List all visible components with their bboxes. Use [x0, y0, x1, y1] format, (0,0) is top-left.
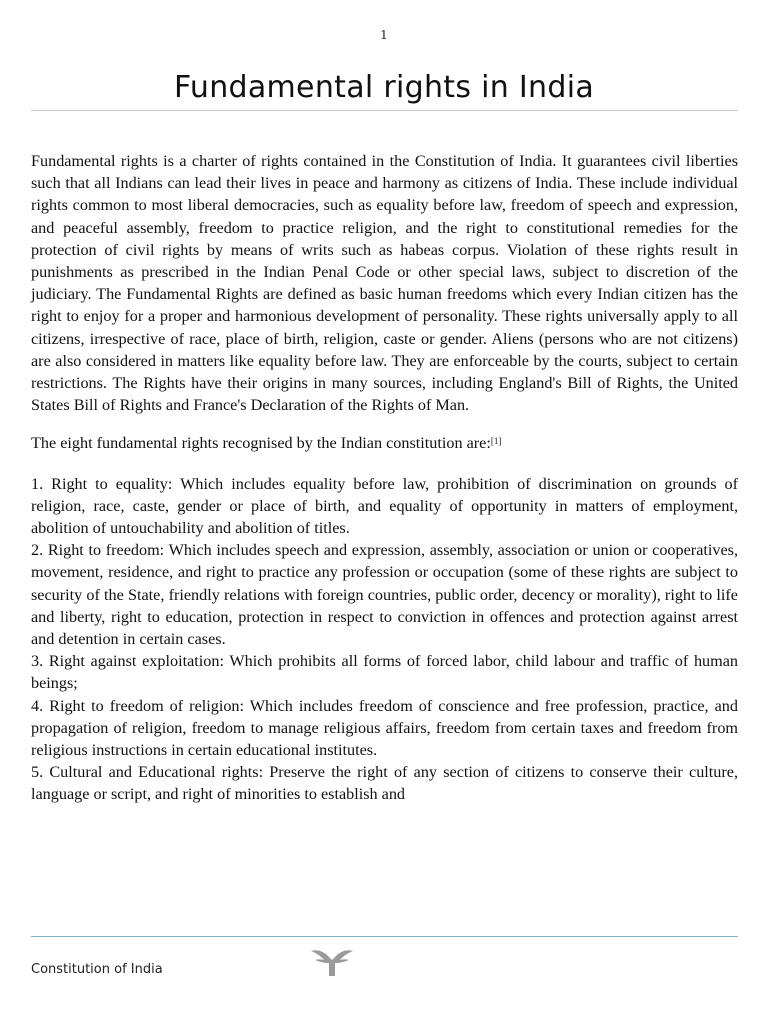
page-title: Fundamental rights in India — [173, 70, 595, 105]
citation-link[interactable]: [1] — [490, 436, 502, 447]
page-number: 1 — [380, 28, 388, 42]
footer-label: Constitution of India — [31, 962, 163, 977]
footer-divider — [31, 936, 738, 937]
list-item: 3. Right against exploitation: Which prohibits all forms of forced labor, child labour and traffic of human beings; — [31, 652, 738, 693]
rights-list — [31, 473, 738, 806]
list-item: 5. Cultural and Educational rights: Preserve the right of any section of citizens to conserve their culture, language or script, and right of minorities to establish and — [31, 763, 738, 804]
rights-lead-paragraph — [31, 432, 738, 454]
list-item: 4. Right to freedom of religion: Which includes freedom of conscience and free profession, practice, and propagation of religion, freedom to manage religious affairs, freedom from certain taxes and freedom from religious instructions in certain educational institutes. — [31, 696, 738, 760]
rights-lead-text: The eight fundamental rights recognised by the Indian constitution are: — [31, 434, 491, 453]
intro-paragraph: Fundamental rights is a charter of rights contained in the Constitution of India. It guarantees civil liberties such that all Indians can lead their lives in peace and harmony as citizens of India. These include individual rights common to most liberal democracies, such as equality before law, freedom of speech and expression, and peaceful assembly, freedom to practice religion, and the right to constitutional remedies for the protection of civil rights by means of writs such as habeas corpus. Violation of these rights result in punishments as prescribed in the Indian Penal Code or other special laws, subject to discretion of the judiciary. The Fundamental Rights are defined as basic human freedoms which every Indian citizen has the right to enjoy for a proper and harmonious development of personality. These rights universally apply to all citizens, irrespective of race, place of birth, religion, caste or gender. Aliens (persons who are not citizens) are also considered in matters like equality before law. They are enforceable by the courts, subject to certain restrictions. The Rights have their origins in many sources, including England's Bill of Rights, the United States Bill of Rights and France's Declaration of the Rights of Man. — [31, 152, 738, 415]
list-item: 2. Right to freedom: Which includes speech and expression, assembly, association or union or cooperatives, movement, residence, and right to practice any profession or occupation (some of these rights are subject to security of the State, friendly relations with foreign countries, public order, decency or morality), right to life and liberty, right to education, protection in respect to conviction in offences and protection against arrest and detention in certain cases. — [31, 541, 738, 649]
title-divider — [31, 110, 738, 111]
scribd-logo-icon — [309, 945, 355, 979]
document-body — [31, 150, 738, 806]
list-item: 1. Right to equality: Which includes equality before law, prohibition of discrimination on grounds of religion, race, caste, gender or place of birth, and equality of opportunity in matters of employment, abolition of untouchability and abolition of titles. — [31, 474, 738, 538]
